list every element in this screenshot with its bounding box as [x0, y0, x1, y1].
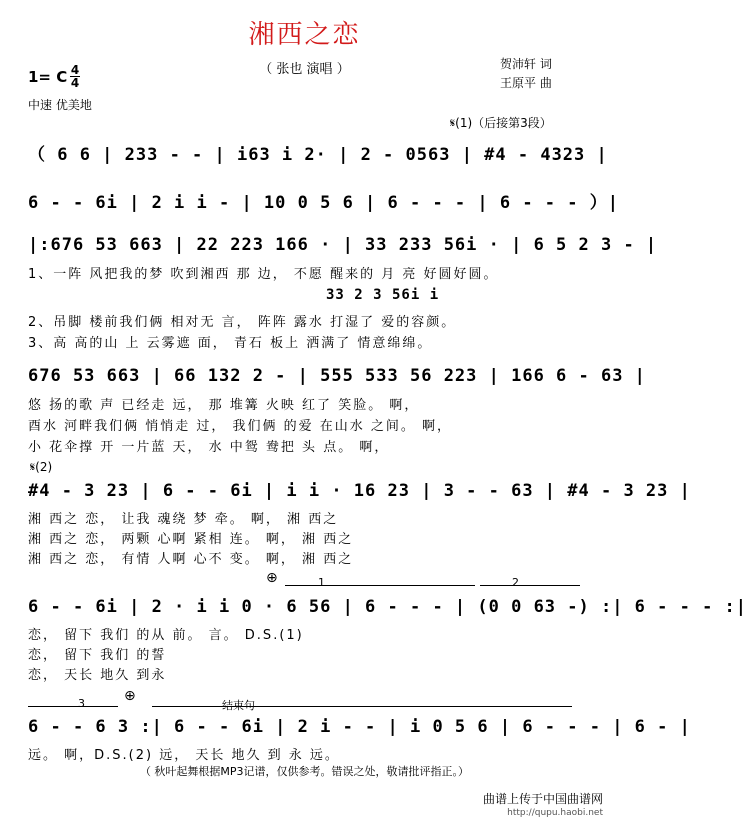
- lyricist-credit: 贺沛轩 词: [500, 57, 552, 71]
- lyric-line: 悠 扬的歌 声 已经走 远， 那 堆篝 火映 红了 笑脸。 啊，: [28, 398, 420, 413]
- lyric-line: 2、吊脚 楼前我们俩 相对无 言， 阵阵 露水 打湿了 爱的容颜。: [28, 315, 457, 330]
- song-title: 湘西之恋: [248, 20, 361, 50]
- coda-mark-2: ⊕: [124, 688, 136, 704]
- score-row-5: #4 - 3 23 | 6 - - 6i | i i · 16 23 | 3 - - 63 | #4 - 3 23 |: [28, 481, 691, 501]
- lyric-line: 恋， 留下 我们 的从 前。 言。 D.S.(1): [28, 628, 304, 643]
- coda-mark-1: ⊕: [266, 570, 278, 586]
- lyric-line: 湘 西之 恋， 有情 人啊 心不 变。 啊， 湘 西之: [28, 552, 354, 567]
- volta-1-bracket: [285, 585, 475, 586]
- composer-credit: 王原平 曲: [500, 76, 552, 90]
- time-signature-top: 4: [70, 63, 80, 77]
- watermark-url: http://qupu.haobi.net: [507, 808, 603, 818]
- lyric-line: 远。 啊，D.S.(2) 远， 天长 地久 到 永 远。: [28, 748, 340, 763]
- alt-notes: 33 2 3 56i i: [326, 287, 440, 303]
- performer-subtitle: （ 张也 演唱 ）: [259, 62, 350, 77]
- transcriber-note: （ 秋叶起舞根据MP3记谱，仅供参考。错误之处，敬请批评指正。）: [139, 765, 470, 778]
- tempo-marking: 中速 优美地: [28, 98, 92, 112]
- volta-3-bracket: [28, 706, 118, 707]
- volta-1-label: 1: [318, 576, 325, 589]
- segno-mark-1: 𝄋(1)（后接第3段）: [450, 116, 552, 130]
- score-row-4: 676 53 663 | 66 132 2 - | 555 533 56 223 | 166 6 - 63 |: [28, 366, 646, 386]
- time-signature-bottom: 4: [70, 76, 80, 90]
- score-row-7: 6 - - 6 3 :| 6 - - 6i | 2 i - - | i 0 5 6 | 6 - - - | 6 - |: [28, 717, 691, 737]
- lyric-line: 小 花伞撑 开 一片蓝 天， 水 中鸳 鸯把 头 点。 啊，: [28, 440, 390, 455]
- time-signature: [68, 64, 82, 89]
- key-signature: 1= C: [28, 68, 68, 86]
- volta-2-label: 2: [512, 576, 519, 589]
- score-row-2: 6 - - 6i | 2 i i - | 10 0 5 6 | 6 - - - | 6 - - - ）|: [28, 193, 619, 213]
- score-row-1: （ 6 6 | 233 - - | i63 i 2· | 2 - 0563 | #4 - 4323 |: [28, 145, 608, 165]
- watermark-site-name: 曲谱上传于中国曲谱网: [482, 792, 603, 806]
- segno-mark-2: 𝄋(2): [30, 460, 53, 474]
- lyric-line: 1、一阵 风把我的梦 吹到湘西 那 边， 不愿 醒来的 月 亮 好圆好圆。: [28, 267, 499, 282]
- score-row-6: 6 - - 6i | 2 · i i 0 · 6 56 | 6 - - - | (0 0 63 -) :| 6 - - - :|: [28, 597, 747, 617]
- lyric-line: 恋， 留下 我们 的誓: [28, 648, 167, 663]
- ending-bracket: [152, 706, 572, 707]
- lyric-line: 湘 西之 恋， 两颗 心啊 紧相 连。 啊， 湘 西之: [28, 532, 354, 547]
- lyric-line: 湘 西之 恋， 让我 魂绕 梦 牵。 啊， 湘 西之: [28, 512, 339, 527]
- ending-label: 结束句: [222, 699, 255, 712]
- lyric-line: 酉水 河畔我们俩 悄悄走 过， 我们俩 的爱 在山水 之间。 啊，: [28, 419, 453, 434]
- lyric-line: 3、高 高的山 上 云雾遮 面， 青石 板上 洒满了 情意绵绵。: [28, 336, 433, 351]
- lyric-line: 恋， 天长 地久 到永: [28, 668, 167, 683]
- score-row-3: |:676 53 663 | 22 223 166 · | 33 233 56i · | 6 5 2 3 - |: [28, 235, 658, 255]
- volta-2-bracket: [480, 585, 580, 586]
- volta-3-label: 3: [78, 697, 85, 710]
